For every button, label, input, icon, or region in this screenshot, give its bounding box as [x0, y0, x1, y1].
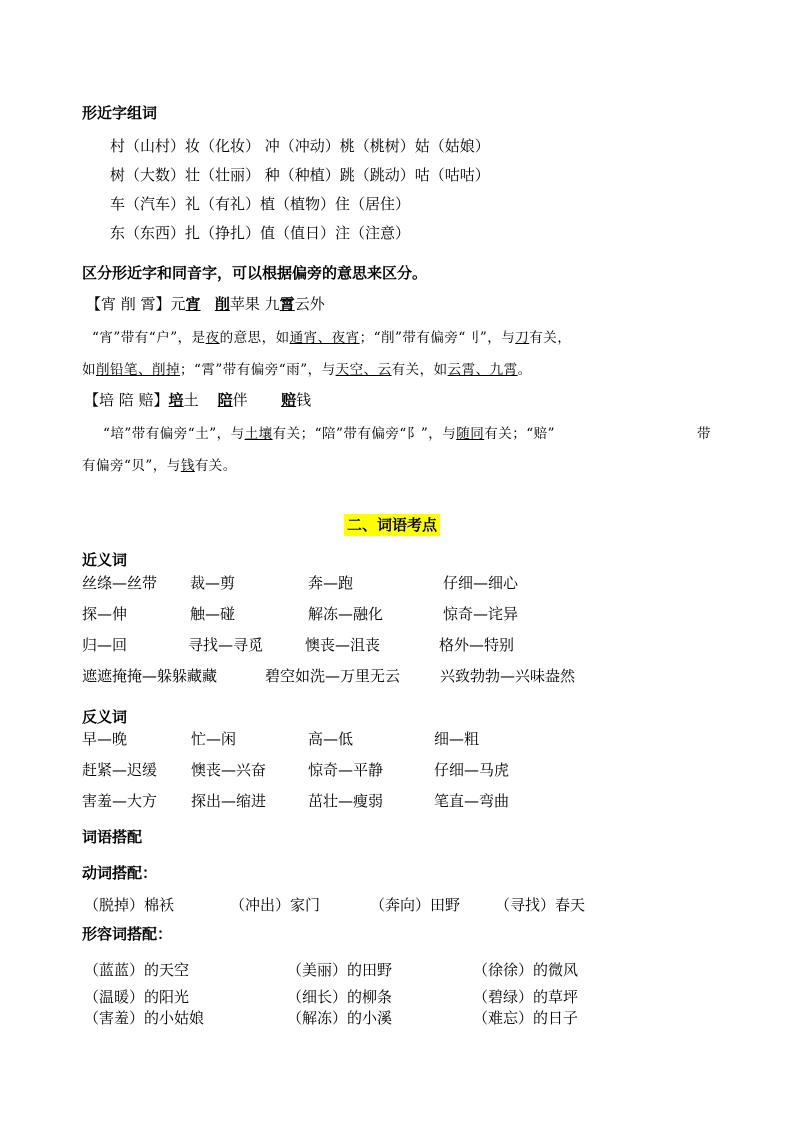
synonym-item: 裁—剪 — [190, 574, 236, 592]
adj-collocation-item: （难忘）的日子 — [473, 1009, 579, 1027]
antonym-item: 探出—缩进 — [191, 792, 267, 810]
synonym-item: 碧空如洗—万里无云 — [265, 667, 401, 685]
antonyms-title: 反义词 — [82, 708, 128, 726]
explanation-line: “培”带有偏旁“土”，与土壤有关；“陪”带有偏旁“阝”，与随同有关；“赔” — [103, 426, 556, 442]
explanation-line: 有偏旁“贝”，与钱有关。 — [82, 458, 237, 474]
antonym-item: 早—晚 — [82, 730, 128, 748]
adj-collocation-title: 形容词搭配： — [82, 925, 173, 943]
antonym-item: 忙—闲 — [191, 730, 237, 748]
verb-collocation-item: （奔向）田野 — [370, 896, 461, 914]
adj-collocation-item: （解冻）的小溪 — [287, 1009, 393, 1027]
explanation-line: 如削铅笔、削掉；“霄”带有偏旁“雨”，与天空、云有关，如云霄、九霄。 — [82, 362, 532, 378]
synonym-item: 解冻—融化 — [308, 605, 384, 623]
word-row: 树（大数）壮（壮丽） 种（种植）跳（跳动）咕（咕咕） — [110, 166, 490, 184]
antonym-item: 笔直—弯曲 — [434, 792, 510, 810]
synonym-item: 仔细—细心 — [443, 574, 519, 592]
verb-collocation-item: （冲出）家门 — [230, 896, 321, 914]
synonym-item: 奔—跑 — [308, 574, 354, 592]
adj-collocation-item: （碧绿）的草坪 — [473, 988, 579, 1006]
section-heading-vocab: 二、词语考点 — [344, 514, 440, 535]
adj-collocation-item: （徐徐）的微风 — [473, 961, 579, 979]
adj-collocation-item: （害羞）的小姑娘 — [84, 1009, 205, 1027]
key-char: 霄 — [279, 295, 295, 313]
key-char: 宵 — [185, 295, 201, 313]
adj-collocation-item: （蓝蓝）的天空 — [84, 961, 190, 979]
antonym-item: 害羞—大方 — [82, 792, 158, 810]
synonym-item: 兴致勃勃—兴味盎然 — [440, 667, 576, 685]
synonym-item: 触—碰 — [190, 605, 236, 623]
synonym-item: 格外—特别 — [439, 636, 515, 654]
char-group-1: 【宵 削 霄】元宵 削苹果 九霄云外 — [86, 295, 325, 313]
section-title-distinguish: 区分形近字和同音字，可以根据偏旁的意思来区分。 — [82, 264, 428, 282]
adj-collocation-item: （美丽）的田野 — [287, 961, 393, 979]
word-row: 东（东西）扎（挣扎）值（值日）注（注意） — [110, 224, 411, 242]
char-group-head: 【宵 削 霄】元 — [86, 295, 186, 313]
char-group-2: 【培 陪 赔】培土 陪伴 赔钱 — [84, 391, 312, 409]
word-row: 村（山村）妆（化妆） 冲（冲动）桃（桃树）姑（姑娘） — [110, 137, 490, 155]
synonym-item: 归—回 — [82, 636, 128, 654]
adj-collocation-item: （细长）的柳条 — [287, 988, 393, 1006]
explanation-line-end: 带 — [697, 426, 711, 442]
char-group-head: 【培 陪 赔】 — [84, 391, 169, 409]
antonym-item: 细—粗 — [434, 730, 480, 748]
verb-collocation-title: 动词搭配： — [82, 864, 158, 882]
antonym-item: 仔细—马虎 — [434, 761, 510, 779]
synonym-item: 探—伸 — [82, 605, 128, 623]
verb-collocation-item: （脱掉）棉袄 — [84, 896, 175, 914]
synonym-item: 遮遮掩掩—躲躲藏藏 — [82, 667, 218, 685]
explanation-line: “宵”带有“户”，是夜的意思，如通宵、夜宵；“削”带有偏旁“刂”，与刀有关， — [92, 330, 572, 346]
key-char: 培 — [168, 391, 184, 409]
synonym-item: 惊奇—诧异 — [443, 605, 519, 623]
synonym-item: 寻找—寻觅 — [188, 636, 264, 654]
synonym-item: 丝绦—丝带 — [82, 574, 158, 592]
antonym-item: 茁壮—瘦弱 — [308, 792, 384, 810]
antonym-item: 懊丧—兴奋 — [191, 761, 267, 779]
synonyms-title: 近义词 — [82, 551, 128, 569]
key-char: 削 — [214, 295, 230, 313]
antonym-item: 高—低 — [308, 730, 354, 748]
word-row: 车（汽车）礼（有礼）植（植物）住（居住） — [110, 195, 411, 213]
antonym-item: 赶紧—迟缓 — [82, 761, 158, 779]
adj-collocation-item: （温暖）的阳光 — [84, 988, 190, 1006]
collocation-title: 词语搭配 — [82, 828, 143, 846]
antonym-item: 惊奇—平静 — [308, 761, 384, 779]
key-char: 赔 — [281, 391, 297, 409]
verb-collocation-item: （寻找）春天 — [495, 896, 586, 914]
key-char: 陪 — [217, 391, 233, 409]
section-title-similar-characters: 形近字组词 — [82, 104, 158, 122]
synonym-item: 懊丧—沮丧 — [305, 636, 381, 654]
